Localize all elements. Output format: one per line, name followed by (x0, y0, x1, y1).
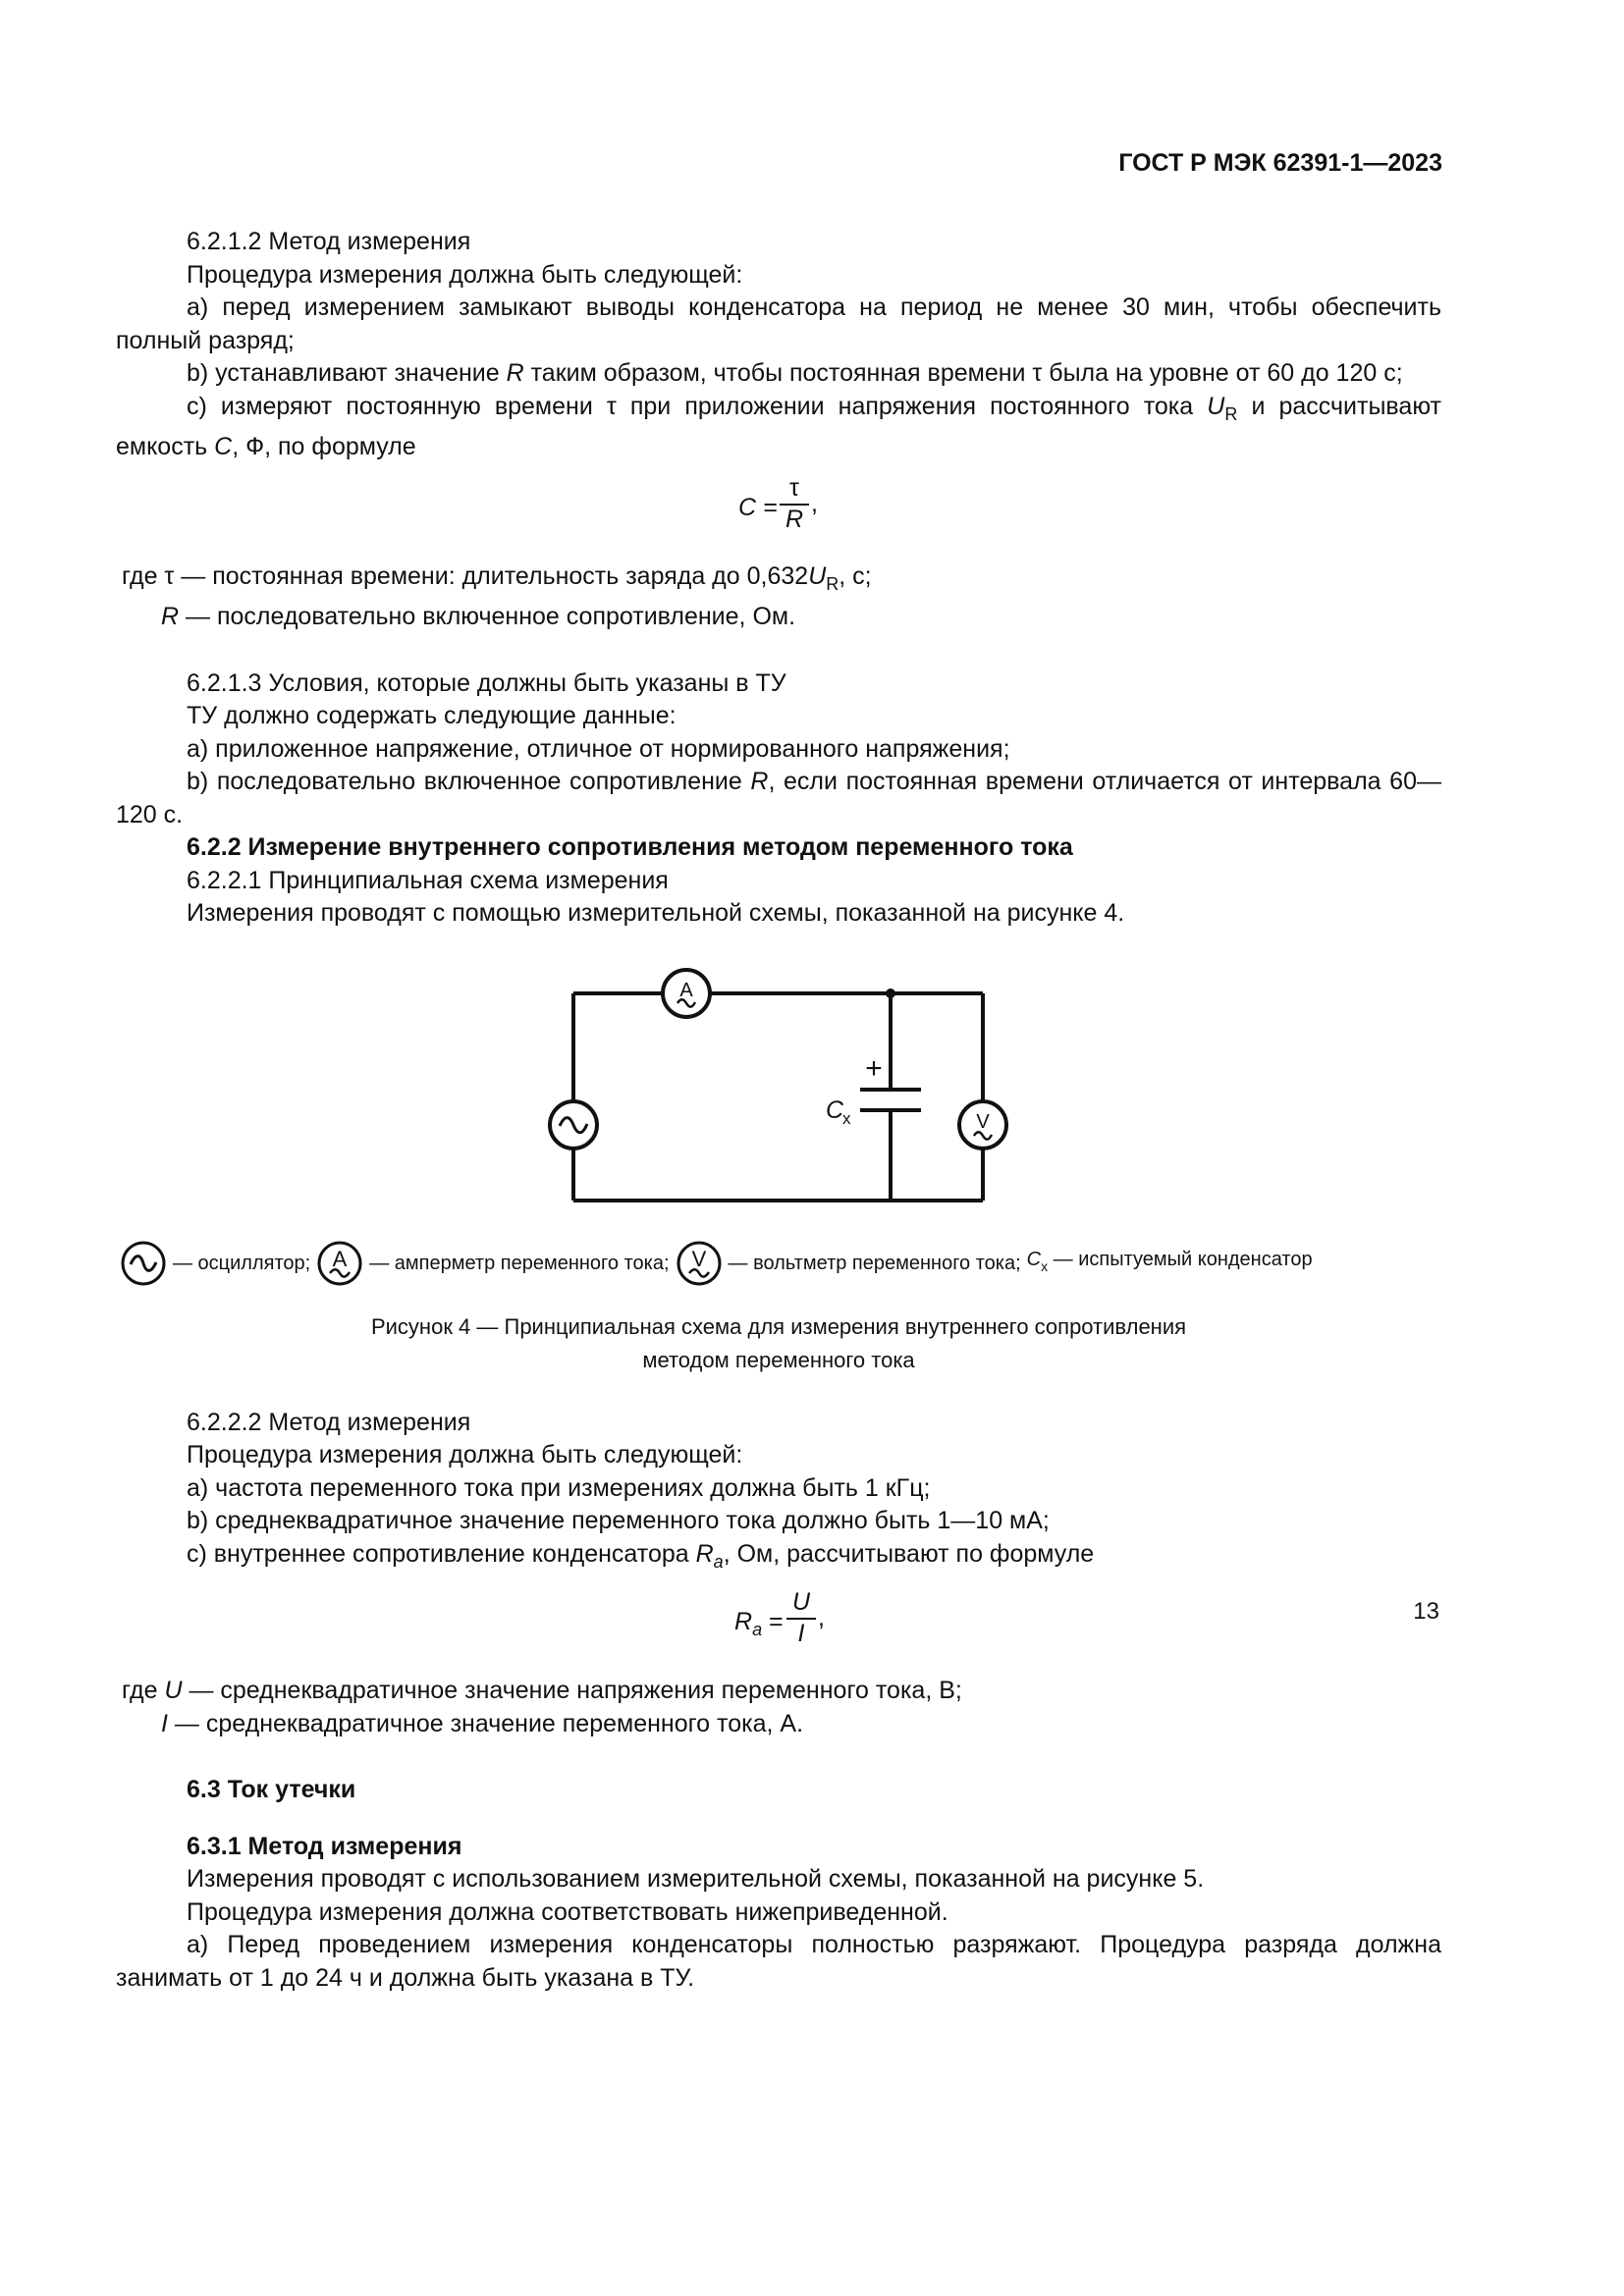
paragraph: ТУ должно содержать следующие данные: (187, 702, 677, 729)
section-heading: 6.2.1.3 Условия, которые должны быть указаны в ТУ (187, 668, 786, 697)
list-item: b) последовательно включенное сопротивление R, если постоянная времени отличается от интервала 60—120 с. (116, 768, 1441, 828)
where-line: I — среднеквадратичное значение переменного тока, А. (161, 1709, 804, 1737)
formula-denominator: R (785, 505, 804, 533)
paragraph: Процедура измерения должна быть следующей: (187, 1441, 743, 1468)
paragraph: Процедура измерения должна быть следующей: (187, 260, 743, 289)
legend-capacitor: $C_x$ — испытуемый конденсатор (1026, 1249, 1313, 1274)
oscillator-icon (120, 1240, 167, 1287)
formula-numerator: τ (780, 474, 809, 506)
list-item: а) приложенное напряжение, отличное от нормированного напряжения; (187, 734, 1010, 763)
formula-capacitance (116, 474, 1441, 547)
page-content (116, 226, 1441, 1995)
section-heading: 6.2.1.2 Метод измерения (187, 228, 471, 255)
legend-oscillator: — осциллятор; (173, 1252, 311, 1274)
formula-comma: , (818, 1604, 825, 1631)
formula-denominator: I (797, 1620, 805, 1647)
list-item: с) измеряют постоянную времени τ при приложении напряжения постоянного тока $U_R$ и рассчитывают емкость С, Ф, по формуле (116, 392, 1441, 460)
formula-lhs: C = (738, 493, 778, 521)
list-item: b) устанавливают значение R таким образом, чтобы постоянная времени τ была на уровне от 60 до 120 с; (187, 359, 1403, 387)
capacitor-label-sub: x (842, 1108, 851, 1128)
ammeter-icon (316, 1240, 363, 1287)
formula-comma: , (811, 489, 818, 517)
list-item: с) внутреннее сопротивление конденсатора $R_a$, Ом, рассчитывают по формуле (187, 1539, 1095, 1572)
legend-voltmeter: — вольтметр переменного тока; (728, 1252, 1021, 1274)
legend-ammeter-letter: A (332, 1246, 348, 1271)
legend-voltmeter-letter: V (691, 1246, 706, 1271)
voltmeter-icon (676, 1240, 723, 1287)
page-number: 13 (1413, 1598, 1439, 1625)
formula-numerator: U (786, 1588, 816, 1620)
list-item: а) Перед проведением измерения конденсаторы полностью разряжают. Процедура разряда должна занимать от 1 до 24 ч и должна быть указана в ТУ. (116, 1931, 1441, 1992)
circuit-diagram (116, 958, 1441, 1218)
capacitor-label: C (826, 1095, 844, 1124)
paragraph: Измерения проводят с помощью измерительной схемы, показанной на рисунке 4. (187, 899, 1125, 927)
list-item: а) перед измерением замыкают выводы конденсатора на период не менее 30 мин, чтобы обеспечить полный разряд; (116, 294, 1441, 354)
formula-fraction (786, 1588, 816, 1647)
voltmeter-label: V (976, 1110, 990, 1133)
capacitor-plus: + (865, 1051, 883, 1085)
legend-ammeter: — амперметр переменного тока; (369, 1252, 670, 1274)
formula-lhs: $R_a$ = (734, 1608, 784, 1639)
list-item: а) частота переменного тока при измерениях должна быть 1 кГц; (187, 1473, 931, 1502)
section-heading: 6.2.2.2 Метод измерения (187, 1408, 471, 1436)
circuit-figure (116, 958, 1441, 1218)
where-line: где τ — постоянная времени: длительность заряда до $0,632U_R$, с; (122, 561, 872, 594)
paragraph: Процедура измерения должна соответствовать нижеприведенной. (187, 1897, 948, 1926)
figure-legend (120, 1240, 1441, 1287)
formula-resistance (116, 1588, 1441, 1661)
formula-fraction (780, 474, 809, 533)
ammeter-label: A (679, 979, 693, 1001)
section-heading: 6.3 Ток утечки (187, 1776, 356, 1803)
section-heading: 6.3.1 Метод измерения (187, 1832, 462, 1860)
section-heading: 6.2.2 Измерение внутреннего сопротивления методом переменного тока (187, 833, 1073, 861)
paragraph: Измерения проводят с использованием измерительной схемы, показанной на рисунке 5. (187, 1865, 1205, 1893)
where-line: R — последовательно включенное сопротивление, Ом. (161, 603, 796, 630)
list-item: b) среднеквадратичное значение переменного тока должно быть 1—10 мА; (187, 1507, 1050, 1534)
section-heading: 6.2.2.1 Принципиальная схема измерения (187, 866, 669, 894)
junction-dot (886, 988, 895, 998)
figure-caption: Рисунок 4 — Принципиальная схема для измерения внутреннего сопротивления методом переменного тока (370, 1313, 1187, 1372)
where-line: где U — среднеквадратичное значение напряжения переменного тока, В; (122, 1677, 962, 1704)
document-header: ГОСТ Р МЭК 62391-1—2023 (1118, 149, 1442, 177)
